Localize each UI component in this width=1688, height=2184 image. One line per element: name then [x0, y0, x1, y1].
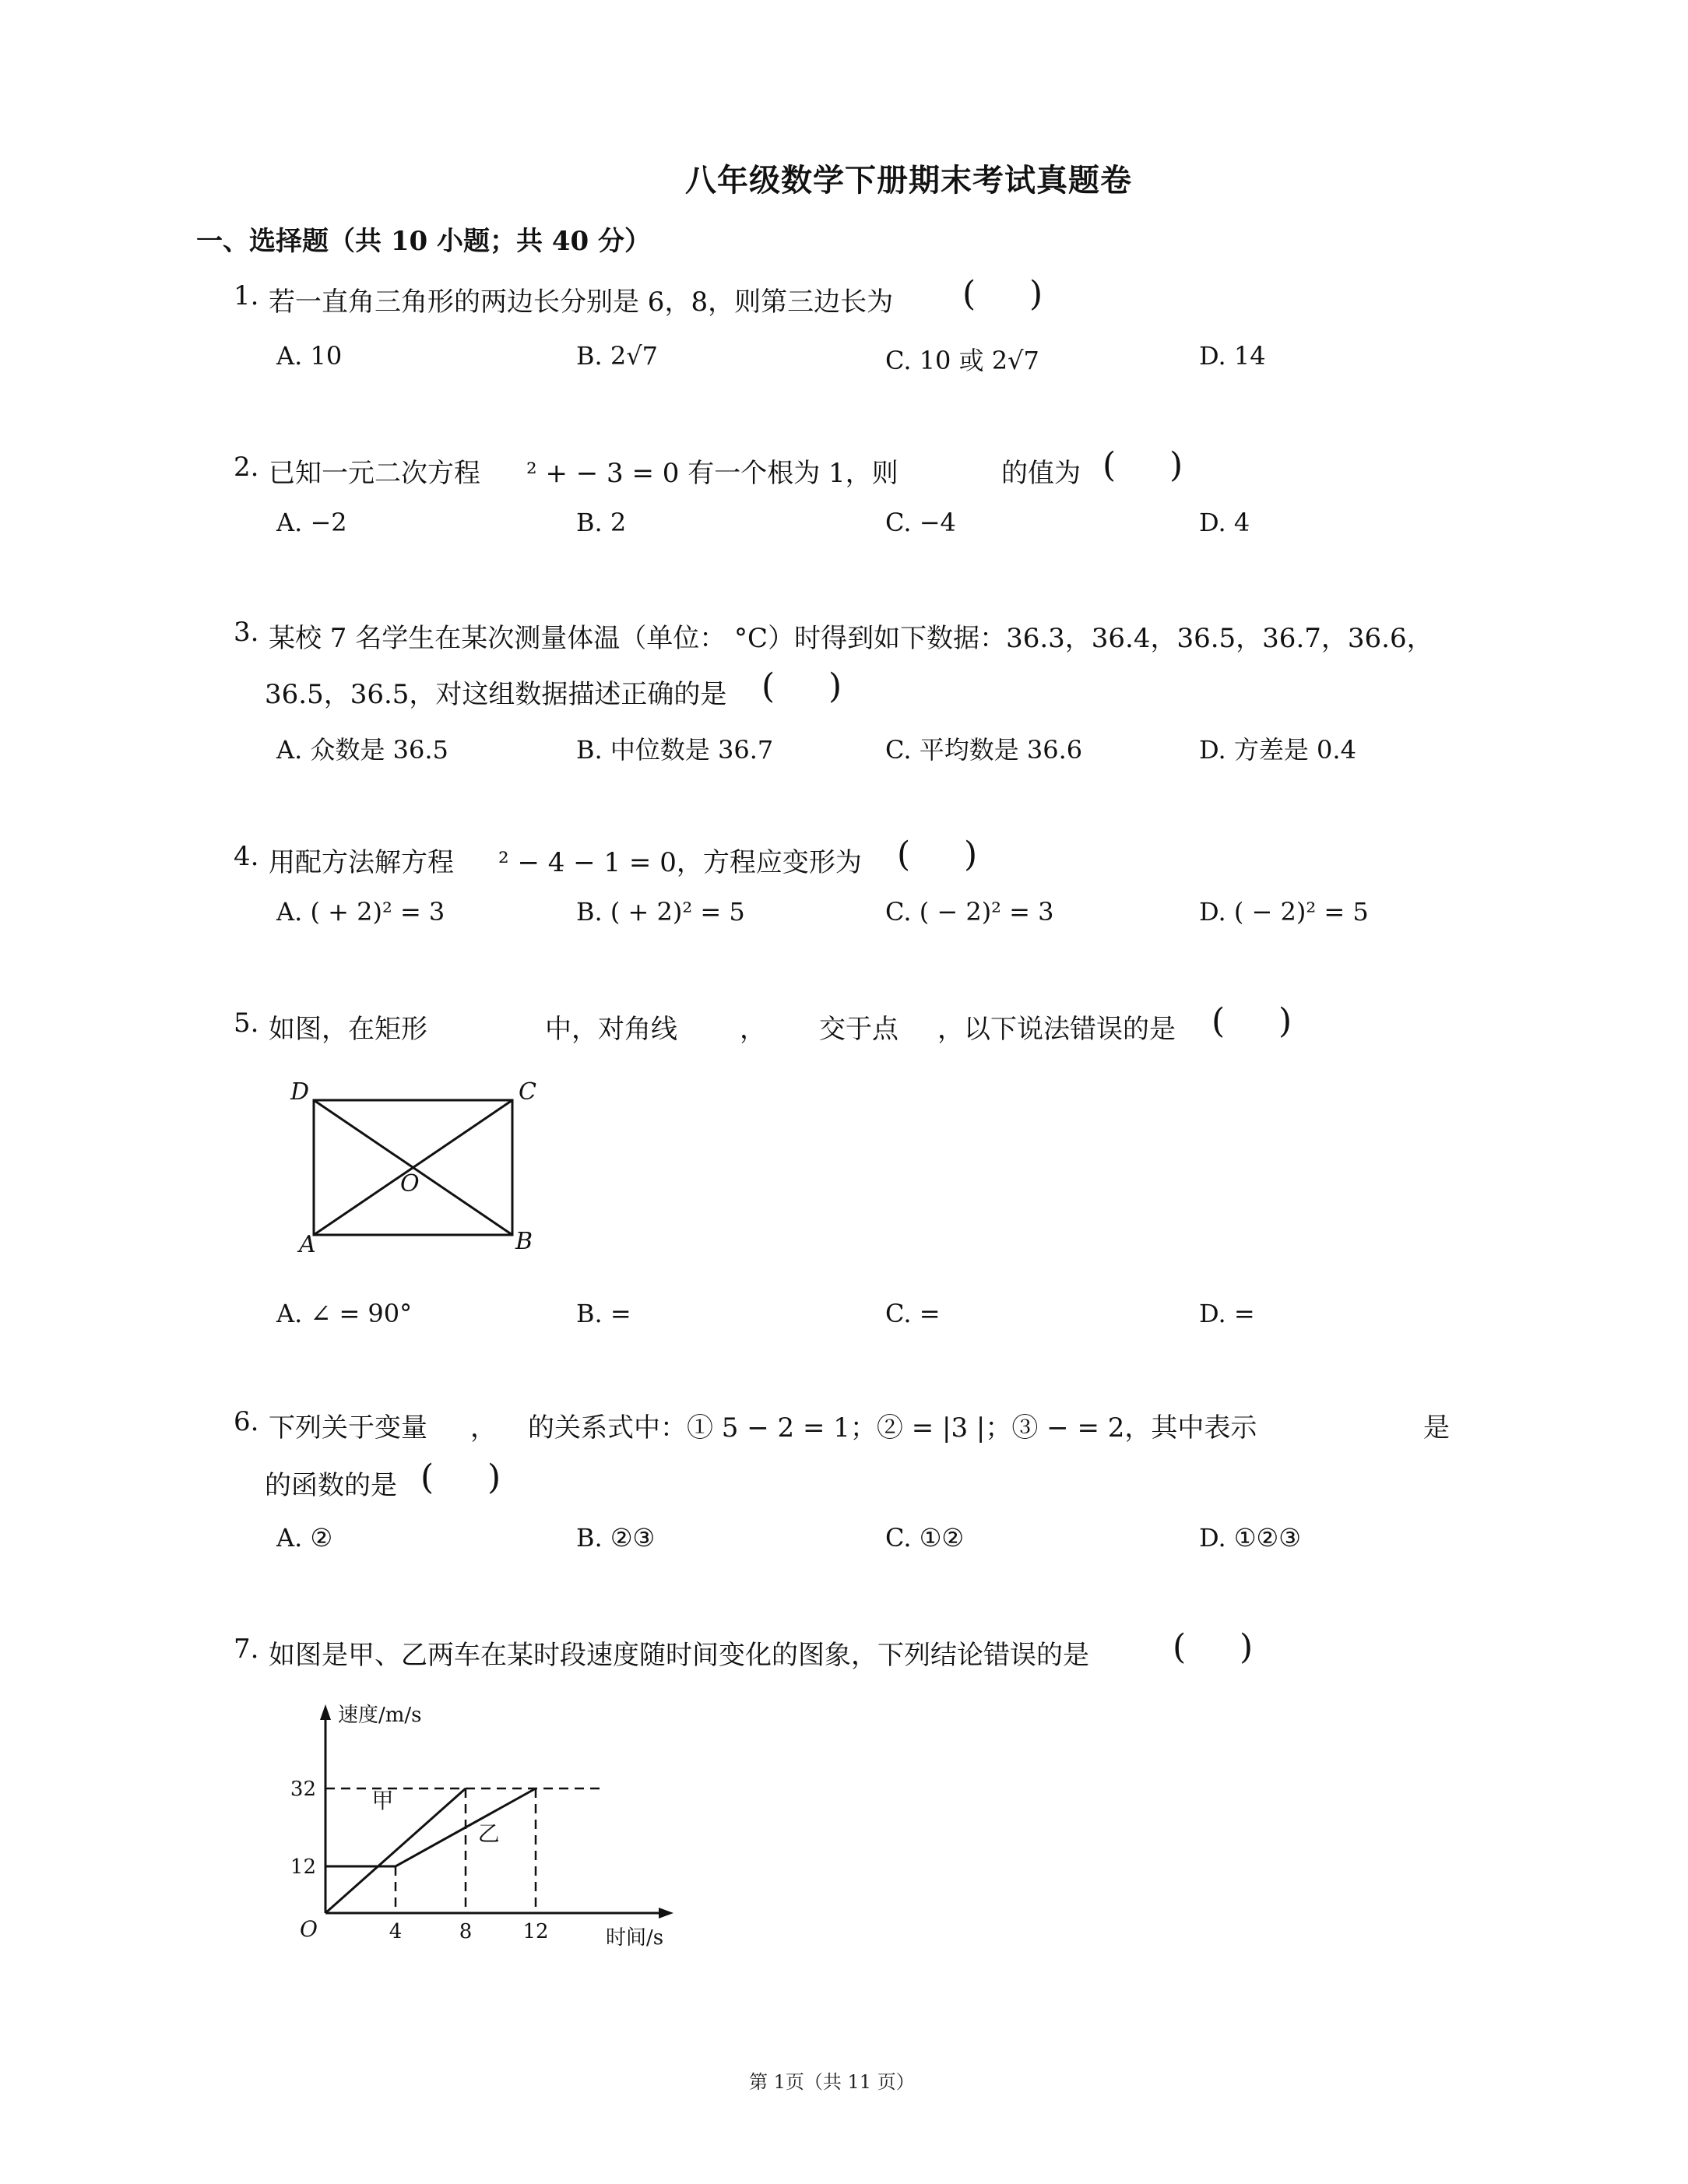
- series-jia-line: [325, 1788, 466, 1913]
- answer-paren-close: ): [1278, 1001, 1292, 1041]
- question-2-stem-c: 的值为: [1001, 458, 1081, 489]
- section-heading: 一、选择题（共 10 小题；共 40 分）: [196, 226, 651, 257]
- q4-option-b[interactable]: B. ( + 2)² = 5: [576, 897, 745, 927]
- q3-option-a[interactable]: A. 众数是 36.5: [276, 735, 448, 765]
- x-tick-label: 4: [389, 1920, 403, 1943]
- answer-paren-close: ): [1240, 1627, 1254, 1667]
- answer-paren-open: (: [962, 274, 976, 314]
- answer-paren-close: ): [964, 835, 978, 874]
- answer-paren-close: ): [487, 1458, 501, 1497]
- q5-option-b[interactable]: B. =: [576, 1299, 631, 1328]
- q1-option-d[interactable]: D. 14: [1199, 341, 1266, 371]
- y-axis-arrow: [320, 1704, 331, 1720]
- q4-option-d[interactable]: D. ( − 2)² = 5: [1199, 897, 1369, 927]
- answer-paren-close: ): [1169, 445, 1183, 485]
- q3-option-d[interactable]: D. 方差是 0.4: [1199, 735, 1356, 765]
- label-b: B: [515, 1228, 533, 1254]
- page-title: 八年级数学下册期末考试真题卷: [685, 162, 1132, 199]
- question-3-stem-b: 36.5，36.5，对这组数据描述正确的是: [265, 679, 727, 710]
- q1-option-a[interactable]: A. 10: [276, 341, 343, 371]
- rectangle-figure: [288, 1074, 553, 1254]
- question-7-stem: 如图是甲、乙两车在某时段速度随时间变化的图象，下列结论错误的是: [269, 1640, 1089, 1671]
- q1-option-c[interactable]: C. 10 或 2√7: [885, 346, 1039, 375]
- q6-option-b[interactable]: B. ②③: [576, 1523, 656, 1553]
- q2-option-a[interactable]: A. −2: [276, 508, 347, 537]
- answer-paren-open: (: [420, 1458, 434, 1497]
- series-yi-label: 乙: [477, 1820, 500, 1847]
- q5-option-d[interactable]: D. =: [1199, 1299, 1255, 1328]
- question-5-stem-c: ，: [740, 1014, 766, 1045]
- question-2-number: 2.: [234, 452, 259, 483]
- label-a: A: [299, 1231, 316, 1254]
- question-5-number: 5.: [234, 1008, 259, 1039]
- question-6-number: 6.: [234, 1406, 259, 1437]
- question-1-number: 1.: [234, 280, 259, 311]
- y-tick-label: 12: [290, 1855, 316, 1879]
- label-o: O: [400, 1170, 420, 1198]
- q5-option-a[interactable]: A. ∠ = 90°: [276, 1299, 413, 1328]
- q6-option-a[interactable]: A. ②: [276, 1523, 333, 1553]
- answer-paren-open: (: [1173, 1627, 1187, 1667]
- question-1-stem: 若一直角三角形的两边长分别是 6，8，则第三边长为: [269, 287, 894, 318]
- answer-paren-open: (: [761, 666, 775, 706]
- origin-label: O: [300, 1916, 318, 1942]
- series-jia-label: 甲: [371, 1788, 394, 1813]
- x-axis-label: 时间/s: [606, 1926, 664, 1950]
- y-tick-label: 32: [290, 1778, 316, 1801]
- question-6-stem-b: ，: [470, 1412, 497, 1444]
- answer-paren-open: (: [897, 835, 911, 874]
- q2-option-b[interactable]: B. 2: [576, 508, 627, 537]
- question-2-stem-b: ² + − 3 = 0 有一个根为 1，则: [526, 458, 899, 489]
- question-6-stem-d: 是: [1423, 1412, 1450, 1444]
- y-axis-label: 速度/m/s: [338, 1704, 422, 1727]
- question-3-stem-a: 某校 7 名学生在某次测量体温（单位： °C）时得到如下数据：36.3，36.4，36.5，36.7，36.6，: [269, 623, 1433, 654]
- question-2-stem-a: 已知一元二次方程: [269, 458, 480, 489]
- label-d: D: [290, 1078, 310, 1106]
- question-7-number: 7.: [234, 1634, 259, 1665]
- question-4-stem-a: 用配方法解方程: [269, 847, 454, 878]
- question-5-stem-b: 中，对角线: [545, 1014, 677, 1045]
- question-5-stem-e: ，以下说法错误的是: [937, 1014, 1176, 1045]
- q4-option-c[interactable]: C. ( − 2)² = 3: [885, 897, 1054, 927]
- q1-option-b[interactable]: B. 2√7: [576, 341, 658, 371]
- page-footer: 第 1页（共 11 页）: [749, 2071, 915, 2093]
- speed-time-chart: [280, 1693, 685, 1950]
- q2-option-d[interactable]: D. 4: [1199, 508, 1250, 537]
- question-4-number: 4.: [234, 841, 259, 872]
- question-3-number: 3.: [234, 617, 259, 648]
- answer-paren-open: (: [1102, 445, 1117, 485]
- x-axis-arrow: [659, 1908, 673, 1918]
- question-6-stem-a: 下列关于变量: [269, 1412, 427, 1444]
- q4-option-a[interactable]: A. ( + 2)² = 3: [276, 897, 445, 927]
- series-yi-line: [325, 1788, 536, 1866]
- question-5-stem-d: 交于点: [819, 1014, 899, 1045]
- question-6-stem-e: 的函数的是: [265, 1470, 397, 1501]
- question-6-stem-c: 的关系式中：① 5 − 2 = 1；② = |3 |；③ − = 2，其中表示: [528, 1412, 1257, 1444]
- x-tick-label: 8: [459, 1920, 473, 1943]
- answer-paren-close: ): [1029, 274, 1043, 314]
- q6-option-c[interactable]: C. ①②: [885, 1523, 965, 1553]
- answer-paren-close: ): [828, 666, 842, 706]
- x-tick-label: 12: [522, 1920, 549, 1943]
- question-4-stem-b: ² − 4 − 1 = 0，方程应变形为: [498, 847, 862, 878]
- q6-option-d[interactable]: D. ①②③: [1199, 1523, 1301, 1553]
- answer-paren-open: (: [1211, 1001, 1226, 1041]
- q3-option-b[interactable]: B. 中位数是 36.7: [576, 735, 774, 765]
- q2-option-c[interactable]: C. −4: [885, 508, 956, 537]
- label-c: C: [519, 1078, 536, 1106]
- q5-option-c[interactable]: C. =: [885, 1299, 941, 1328]
- question-5-stem-a: 如图，在矩形: [269, 1014, 427, 1045]
- q3-option-c[interactable]: C. 平均数是 36.6: [885, 735, 1083, 765]
